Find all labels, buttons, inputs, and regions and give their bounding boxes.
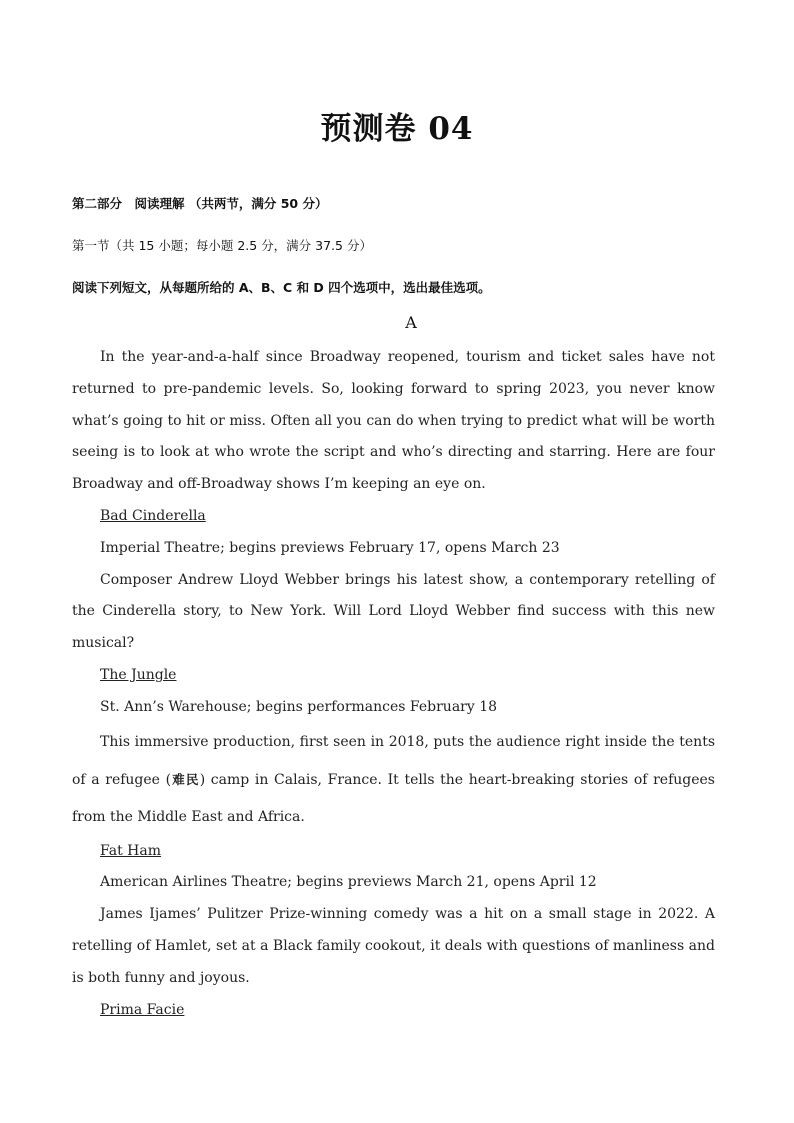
show-description: Composer Andrew Lloyd Webber brings his latest show, a contemporary retelling of the Cinderella story, to New York. Will Lord Lloyd Webber find success with this new musical? — [72, 571, 715, 652]
instruction: 阅读下列短文，从每题所给的 A、B、C 和 D 四个选项中，选出最佳选项。 — [72, 280, 491, 295]
part-heading: 第二部分 阅读理解 （共两节，满分 50 分） — [72, 196, 328, 211]
show-venue: Imperial Theatre; begins previews February 17, opens March 23 — [100, 539, 560, 556]
page-title: 预测卷 04 — [320, 111, 474, 147]
show-title: Fat Ham — [100, 842, 162, 859]
show-description: This immersive production, first seen in 2018, puts the audience right inside the tents of a refugee (难民) camp in Calais, France. It tells the heart-breaking stories of refugees from the Middle East and Africa. — [72, 733, 715, 825]
show-venue: St. Ann’s Warehouse; begins performances February 18 — [100, 698, 498, 715]
section-heading: 第一节（共 15 小题；每小题 2.5 分，满分 37.5 分） — [72, 238, 372, 253]
show-title: The Jungle — [100, 666, 177, 683]
passage-letter: A — [405, 313, 417, 332]
passage-body — [72, 342, 715, 1026]
show-description: James Ijames’ Pulitzer Prize-winning comedy was a hit on a small stage in 2022. A retelling of Hamlet, set at a Black family cookout, it deals with questions of manliness and is both funny and joyous. — [72, 906, 715, 986]
intro-paragraph: In the year-and-a-half since Broadway reopened, tourism and ticket sales have not returned to pre-pandemic levels. So, looking forward to spring 2023, you never know what’s going to hit or miss. Often all you can do when trying to predict what will be worth seeing is to look at who wrote the script and who’s directing and starring. Here are four Broadway and off-Broadway shows I’m keeping an eye on. — [72, 349, 715, 493]
show-title: Prima Facie — [100, 1001, 185, 1018]
show-title: Bad Cinderella — [100, 507, 206, 524]
chinese-gloss: 难民 — [171, 771, 200, 787]
show-venue: American Airlines Theatre; begins previews March 21, opens April 12 — [100, 874, 597, 891]
